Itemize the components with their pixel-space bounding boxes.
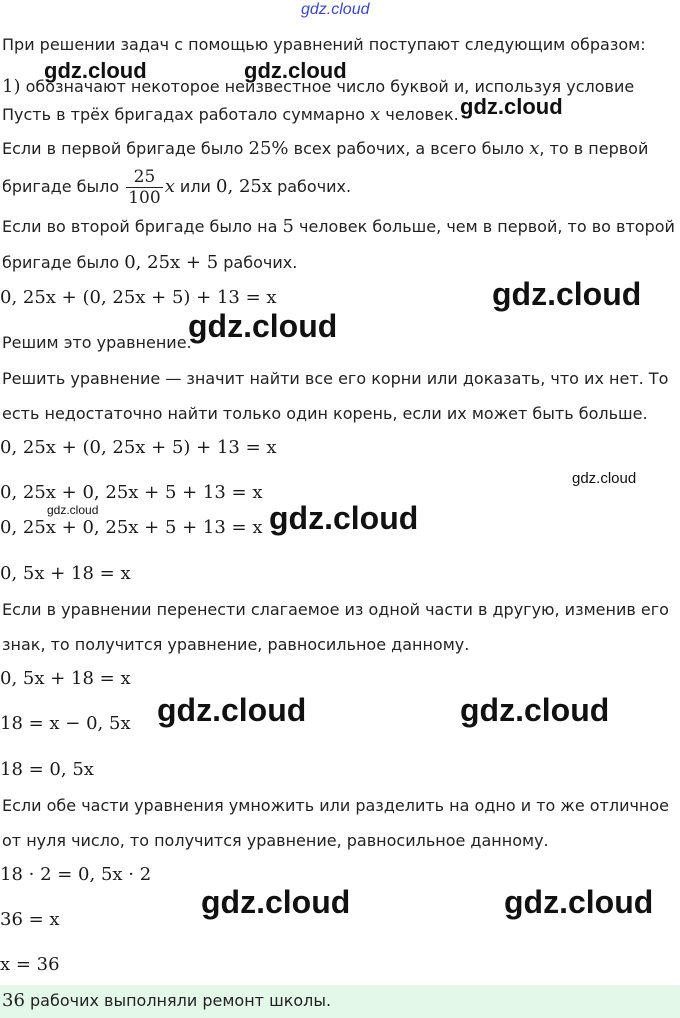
var-x: x [529,138,540,159]
setup-line-3-a: бригаде было [2,177,125,196]
setup-line-5-a: бригаде было [2,253,125,272]
setup-line-1-b: человек. [380,105,459,124]
equation-step-8: 18 · 2 = 0, 5x · 2 [0,864,152,885]
setup-line-5-b: рабочих. [218,253,298,272]
equation-step-2: 0, 25x + 0, 25x + 5 + 13 = x [0,482,263,503]
solve-note-2: есть недостаточно найти только один корень, если их может быть больше. [2,404,648,423]
watermark: gdz.cloud [460,692,610,728]
watermark: gdz.cloud [504,884,654,920]
equation-step-3: 0, 25x + 0, 25x + 5 + 13 = x [0,517,263,538]
setup-line-2-a: Если в первой бригаде было [2,139,249,158]
setup-line-4-b: человек больше, чем в первой, то во второй [293,217,675,236]
watermark: gdz.cloud [572,470,637,487]
equation-step-5: 0, 5x + 18 = x [0,668,131,689]
var-x: x [370,104,381,125]
fraction-numerator: 25 [126,167,162,188]
answer-number: 36 [2,990,25,1011]
rule-2-line-1: Если обе части уравнения умножить или разделить на одно и то же отличное [2,796,670,815]
step-1-number: 1) [2,76,21,97]
percent-value: 25% [248,138,289,159]
watermark: gdz.cloud [201,884,351,920]
expression: 0, 25x [216,176,272,197]
setup-line-2-b: всех рабочих, а всего было [288,139,530,158]
step-1-description: обозначают некоторое неизвестное число буквой и, используя условие [20,77,635,96]
fraction [126,167,162,208]
solve-note-1: Решить уравнение — значит найти все его корни или доказать, что их нет. То [2,369,669,388]
equation-step-7: 18 = 0, 5x [0,759,94,780]
var-x: x [164,176,175,197]
watermark: gdz.cloud [492,276,642,312]
watermark: gdz.cloud [244,58,347,83]
setup-line-1 [2,104,459,126]
fraction-denominator: 100 [128,188,161,208]
setup-line-3-c: рабочих. [272,177,352,196]
equation-step-6: 18 = x − 0, 5x [0,713,131,734]
site-header-mark: gdz.cloud [301,1,370,18]
expression: 0, 25x + 5 [124,252,219,273]
setup-line-3-b: или [174,177,217,196]
watermark: gdz.cloud [269,500,419,536]
rule-2-line-2: от нуля число, то получится уравнение, равносильное данному. [2,831,549,850]
solve-title: Решим это уравнение. [2,333,192,352]
setup-line-4 [2,216,675,238]
watermark: gdz.cloud [460,94,563,119]
watermark: gdz.cloud [157,692,307,728]
setup-line-5 [2,252,297,274]
equation-step-10: x = 36 [0,954,60,975]
watermark: gdz.cloud [188,308,338,344]
setup-line-2 [2,138,648,160]
equation-step-9: 36 = x [0,909,60,930]
watermark: gdz.cloud [44,58,147,83]
setup-line-3 [2,166,351,208]
setup-line-1-a: Пусть в трёх бригадах работало суммарно [2,105,371,124]
watermark: gdz.cloud [47,503,99,517]
setup-line-2-c: , то в первой [539,139,649,158]
answer-text [2,990,331,1012]
number-value: 5 [282,216,294,237]
intro-text: При решении задач с помощью уравнений поступают следующим образом: [2,35,646,54]
equation-step-4: 0, 5x + 18 = x [0,563,131,584]
setup-line-4-a: Если во второй бригаде было на [2,217,283,236]
rule-1-line-2: знак, то получится уравнение, равносильное данному. [2,635,470,654]
answer-description: рабочих выполняли ремонт школы. [24,991,332,1010]
rule-1-line-1: Если в уравнении перенести слагаемое из одной части в другую, изменив его [2,600,669,619]
main-equation: 0, 25x + (0, 25x + 5) + 13 = x [0,287,277,308]
equation-step-1: 0, 25x + (0, 25x + 5) + 13 = x [0,437,277,458]
